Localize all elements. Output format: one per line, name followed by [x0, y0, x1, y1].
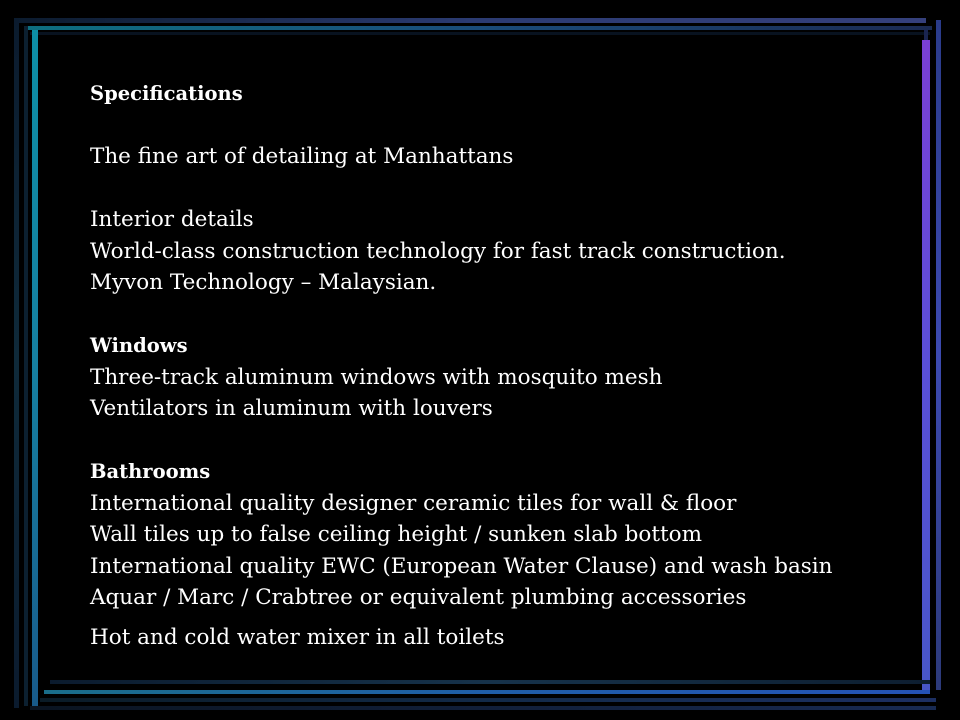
section-item: Ventilators in aluminum with louvers [90, 396, 493, 421]
slide-heading: Specifications [90, 82, 243, 105]
frame-top-bar-outer [14, 18, 926, 23]
section-interior-details [90, 204, 920, 299]
section-bathrooms [90, 456, 920, 653]
frame-top-bar-middle [24, 26, 932, 30]
section-item: World-class construction technology for fast track construction. [90, 238, 786, 264]
frame-right-bar-outer [936, 20, 941, 690]
section-item: Hot and cold water mixer in all toilets [90, 624, 505, 650]
section-item: Aquar / Marc / Crabtree or equivalent plumbing accessories [90, 585, 747, 610]
slide-body [90, 78, 920, 653]
section-item: International quality designer ceramic tiles for wall & floor [90, 490, 737, 516]
section-title: Interior details [90, 207, 254, 232]
frame-left-bar-middle [24, 26, 28, 706]
frame-bottom-bar-1 [50, 680, 930, 684]
frame-left-bar-outer [14, 18, 19, 708]
section-item: International quality EWC (European Water Clause) and wash basin [90, 553, 833, 579]
frame-bottom-bar-3 [40, 698, 936, 702]
section-title: Windows [90, 334, 188, 357]
slide-tagline: The fine art of detailing at Manhattans [90, 144, 514, 169]
frame-right-bar-accent [922, 40, 930, 690]
frame-bottom-bar-4 [30, 706, 936, 710]
frame-bottom-bar-2 [44, 690, 930, 694]
section-windows [90, 330, 920, 425]
frame-top-bar-inner [30, 32, 930, 35]
section-title: Bathrooms [90, 460, 211, 483]
section-item: Three-track aluminum windows with mosquito mesh [90, 364, 663, 390]
frame-left-bar-inner [32, 30, 38, 710]
section-item: Myvon Technology – Malaysian. [90, 270, 437, 295]
section-item: Wall tiles up to false ceiling height / sunken slab bottom [90, 522, 702, 547]
